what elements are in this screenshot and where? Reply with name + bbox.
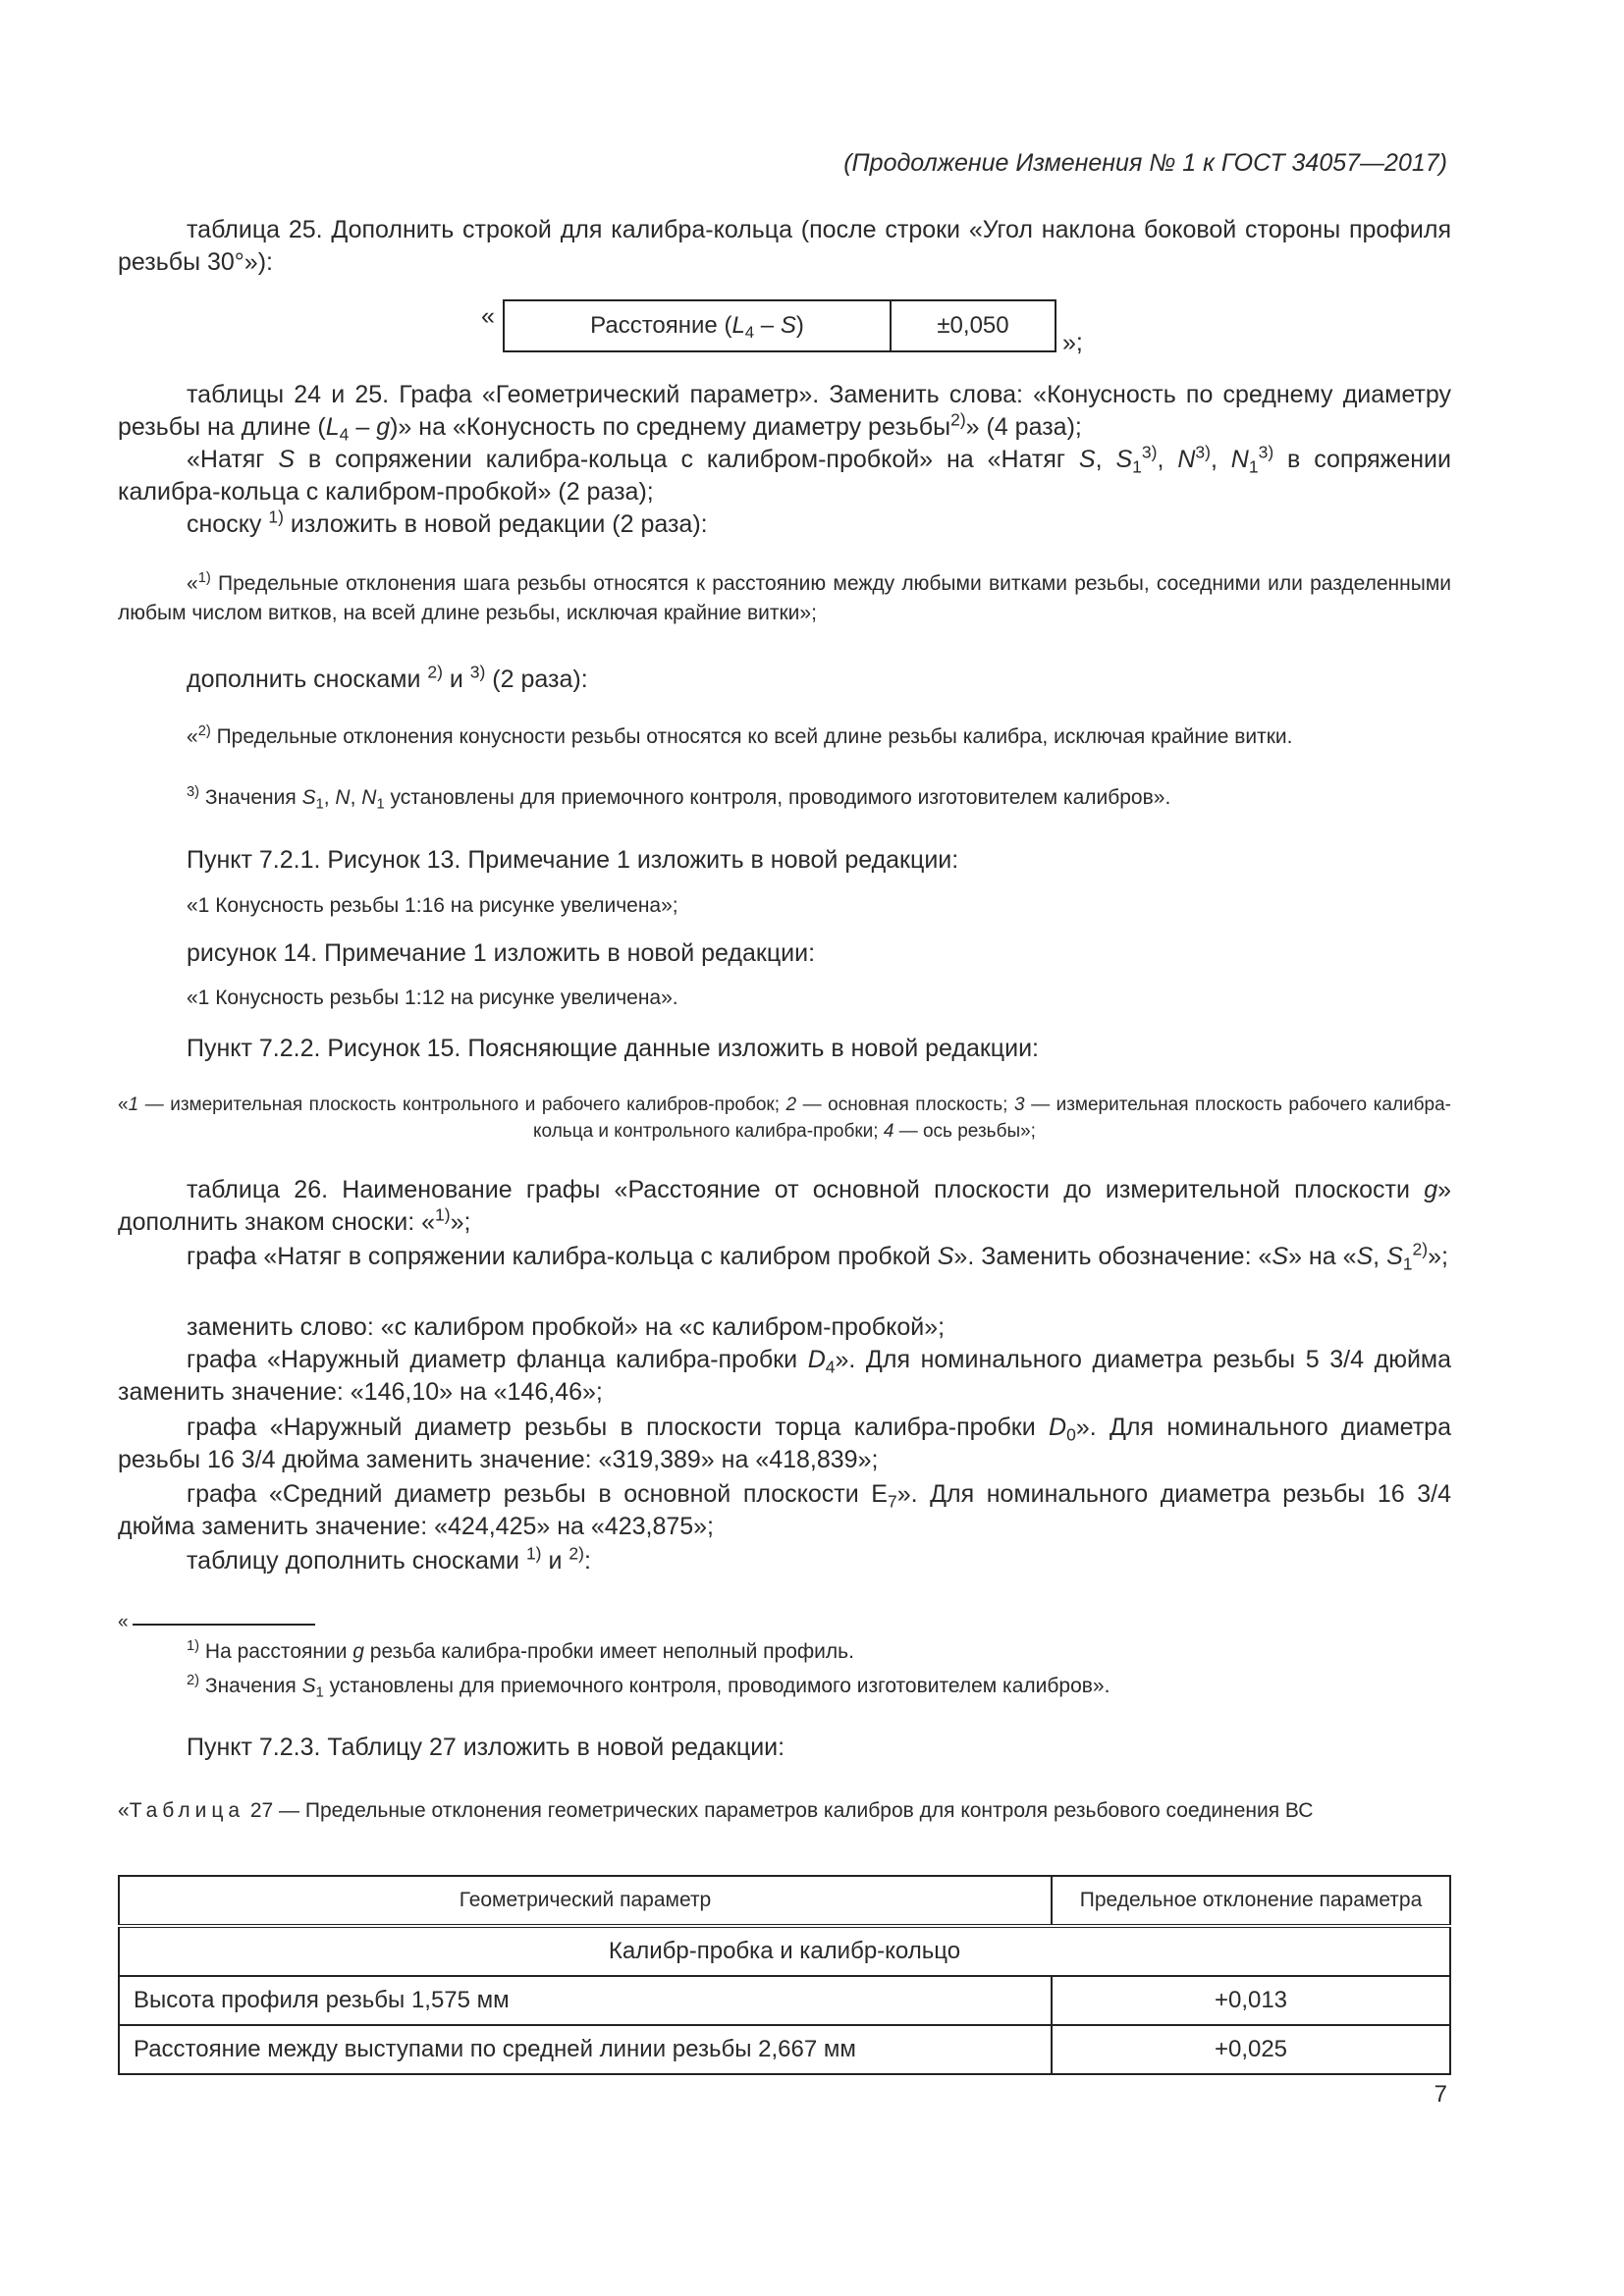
footnote-separator [133,1624,315,1626]
table27-row1-value: +0,013 [1052,1976,1450,2025]
paragraph-add-footnotes-26: таблицу дополнить сносками $^{1)}$ и $^{2)}$: [187,1543,591,1575]
table27-col-param: Геометрический параметр [119,1876,1052,1926]
paragraph-table26: таблица 26. Наименование графы «Расстояние от основной плоскости до измерительной плоскости g» дополнить знаком сноски: «$^{1)}$»; [118,1176,1451,1236]
note-1-fig14: «1 Конусность резьбы 1:12 на рисунке увеличена». [187,987,678,1009]
page-number: 7 [1434,2081,1447,2108]
note-1-fig13: «1 Конусность резьбы 1:16 на рисунке увеличена»; [187,894,678,917]
paragraph-tables24-25-replace: таблицы 24 и 25. Графа «Геометрический параметр». Заменить слова: «Конусность по среднему диаметру резьбы на длине $(L_4 - g)$» на «Конусность по среднему диаметру резьбы$^{2)}$» (4 раза); [118,381,1451,445]
footnote-2-text: «$^{2)}$ Предельные отклонения конусности резьбы относятся ко всей длине резьбы калибра, исключая крайние витки. [187,722,1293,748]
table25-open-quote: « [481,302,495,330]
paragraph-table25-intro: таблица 25. Дополнить строкой для калибра-кольца (после строки «Угол наклона боковой стороны профиля резьбы 30°»): [118,216,1451,276]
paragraph-natyag-replace: «Натяг S в сопряжении калибра-кольца с калибром-пробкой» на «Натяг S, $S_1^{3)}$, $N^{3)}$, $N_1^{3)}$ в сопряжении калибра-кольца с калибром-пробкой» (2 раза); [118,442,1451,506]
table26-footnote-2: $^{2)}$ Значения $S_1$ установлены для приемочного контроля, проводимого изготовителем калибров». [187,1672,1110,1701]
running-header: (Продолжение Изменения № 1 к ГОСТ 34057—2017) [843,149,1447,177]
footnote-open-quote: « [118,1612,129,1632]
table27-row2-param: Расстояние между выступами по средней линии резьбы 2,667 мм [119,2025,1052,2074]
paragraph-pitch-diameter: графа «Средний диаметр резьбы в основной плоскости $E_7$». Для номинального диаметра резьбы 16 3/4 дюйма заменить значение: «424,425» на «423,875»; [118,1480,1451,1540]
table27-row2-value: +0,025 [1052,2025,1450,2074]
table27-col-deviation: Предельное отклонение параметра [1052,1876,1450,1926]
table26-footnote-1: $^{1)}$ На расстоянии g резьба калибра-пробки имеет неполный профиль. [187,1637,854,1663]
paragraph-outer-diameter: графа «Наружный диаметр резьбы в плоскости торца калибра-пробки $D_0$». Для номинального диаметра резьбы 16 3/4 дюйма заменить значение: «319,389» на «418,839»; [118,1414,1451,1473]
table25-close-quote: »; [1062,329,1083,356]
paragraph-7-2-3: Пункт 7.2.3. Таблицу 27 изложить в новой редакции: [187,1734,785,1761]
table25-param-cell: Расстояние $(L_4 - S)$ [504,300,891,351]
paragraph-natyag-column: графа «Натяг в сопряжении калибра-кольца с калибром пробкой S». Заменить обозначение: «S» на «S, $S_1^{2)}$»; [187,1239,1448,1274]
table-row [119,2025,1450,2074]
paragraph-replace-word: заменить слово: «с калибром пробкой» на «с калибром-пробкой»; [187,1313,946,1341]
paragraph-7-2-2: Пункт 7.2.2. Рисунок 15. Поясняющие данные изложить в новой редакции: [187,1035,1040,1062]
paragraph-flange-diameter: графа «Наружный диаметр фланца калибра-пробки $D_4$». Для номинального диаметра резьбы 5 3/4 дюйма заменить значение: «146,10» на «146,46»; [118,1346,1451,1406]
footnote-1-text: «$^{1)}$ Предельные отклонения шага резьбы относятся к расстоянию между любыми витками резьбы, соседними или разделенными любым числом витков, на всей длине резьбы, исключая крайние витки»; [118,569,1451,624]
table27-row1-param: Высота профиля резьбы 1,575 мм [119,1976,1052,2025]
table27-caption: «Таблица 27 — Предельные отклонения геометрических параметров калибров для контроля резьбового соединения ВС [118,1799,1314,1822]
table27 [118,1875,1451,2075]
table25-value-cell: ±0,050 [891,300,1056,351]
table25-inserted-row [503,299,1056,352]
table27-section-row: Калибр-пробка и калибр-кольцо [119,1926,1450,1976]
figure15-legend: «1 — измерительная плоскость контрольного и рабочего калибров-пробок; 2 — основная плоскость; 3 — измерительная плоскость рабочего калибра-кольца и контрольного калибра-пробки; 4 — ось резьбы»; [118,1095,1452,1142]
footnote-3-text: $^{3)}$ Значения $S_1$, N, $N_1$ установлены для приемочного контроля, проводимого изготовителем калибров». [187,783,1171,813]
paragraph-add-footnotes: дополнить сносками $^{2)}$ и $^{3)}$ (2 раза): [187,662,588,693]
paragraph-footnote1-new: сноску $^{1)}$ изложить в новой редакции (2 раза): [187,507,708,538]
table-row [119,1976,1450,2025]
paragraph-fig14: рисунок 14. Примечание 1 изложить в новой редакции: [187,939,816,967]
paragraph-7-2-1: Пункт 7.2.1. Рисунок 13. Примечание 1 изложить в новой редакции: [187,846,959,874]
